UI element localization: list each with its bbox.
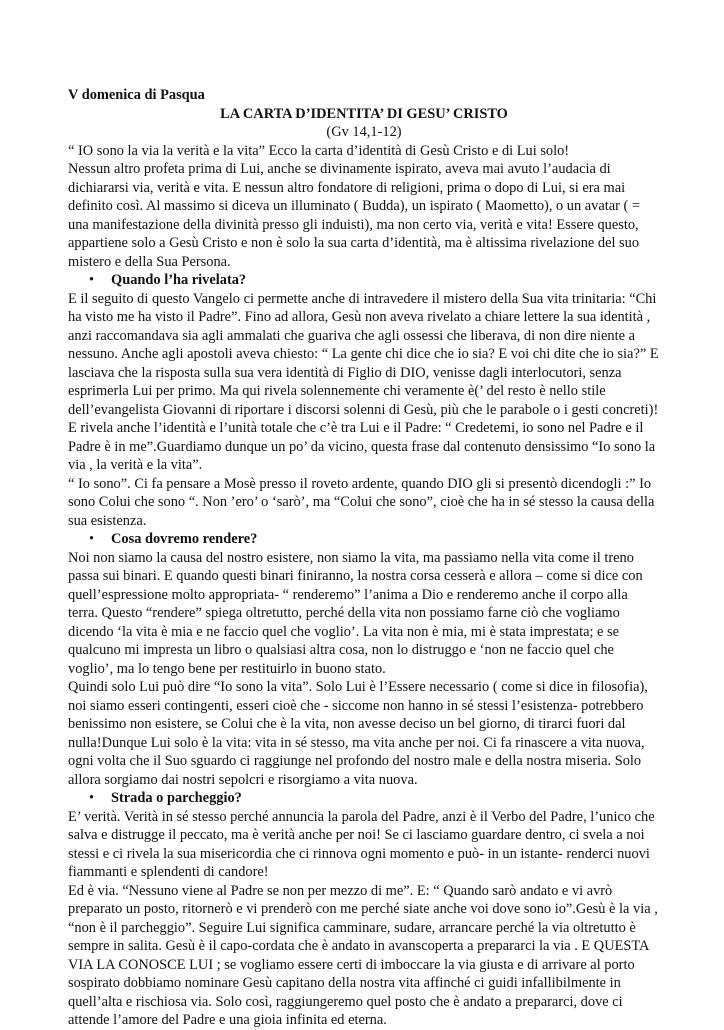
section-heading-label: Strada o parcheggio? <box>111 790 242 806</box>
section-text-1: E il seguito di questo Vangelo ci permette anche di intravedere il mistero della Sua vita trinitaria: “Chi ha visto me ha visto il Padre”. Fino ad allora, Gesù non aveva rivelato a chiare lettere la sua identità , anzi raccomandava sia agli ammalati che guariva che agli ossessi che liberava, di non dire niente a nessuno. Anche agli apostoli aveva chiesto: “ La gente chi dice che io sia? E voi chi dite che io sia?” E lasciava che la risposta sulla sua vera identità di Figlio di DIO, venisse dagli interlocutori, senza esprimerla Lui per primo. Ma qui rivela solennemente chi veramente è(’ del resto è nello stile dell’evangelista Giovanni di riportare i discorsi solenni di Gesù, più che le parabole o i gesti concreti)! E rivela anche l’identità e l’unità totale che c’è tra Lui e il Padre: “ Credetemi, io sono nel Padre e il Padre è in me”.Guardiamo dunque un po’ da vicino, questa frase dal contenuto densissimo “Io sono la via , la verità e la vita”. “ Io sono”. Ci fa pensare a Mosè presso il roveto ardente, quando DIO gli si presentò dicendogli :” Io sono Colui che sono “. Non ’ero’ o ‘sarò’, ma “Colui che sono”, cioè che ha in sé stesso la causa della sua esistenza. <box>68 290 659 529</box>
intro-paragraph: “ IO sono la via la verità e la vita” Ecco la carta d’identità di Gesù Cristo e di Lui solo! Nessun altro profeta prima di Lui, anche se divinamente ispirato, aveva mai avuto l’audacia di dichiararsi via, verità e vita. E nessun altro fondatore di religioni, prima o dopo di Lui, si era mai definito così. Al massimo si diceva un illuminato ( Budda), un ispirato ( Maometto), o un avatar ( = una manifestazione della divinità presso gli induisti), ma non certo via, verità e vita! Essere questo, appartiene solo a Gesù Cristo e non è solo la sua carta d’identità, ma è altissima rivelazione del suo mistero e della Sua Persona. <box>68 142 641 270</box>
document-page <box>68 86 660 1030</box>
bullet-icon <box>89 530 111 549</box>
gospel-reference: (Gv 14,1-12) <box>326 124 402 140</box>
section-heading-label: Quando l’ha rivelata? <box>111 272 247 288</box>
document-title: LA CARTA D’IDENTITA’ DI GESU’ CRISTO <box>220 105 508 122</box>
section-text-3: E’ verità. Verità in sé stesso perché annuncia la parola del Padre, anzi è il Verbo del Padre, l’unico che salva e distrugge il peccato, ma è verità anche per noi! Se ci lasciamo guardare dentro, ci svela a noi stessi e ci rivela la sua misericordia che ci rinnova ogni momento e può- in un istante- renderci nuovi fiammanti e splendenti di candore! Ed è via. “Nessuno viene al Padre se non per mezzo di me”. E: “ Quando sarò andato e vi avrò preparato un posto, ritornerò e vi prenderò con me perché siate anche voi dove sono io”.Gesù è la via , “non è il parcheggio”. Seguire Lui significa camminare, sudare, arrancare perché la via oltretutto è sempre in salita. Gesù è il capo-cordata che è andato in avanscoperta a prepararci la via . E QUESTA VIA LA CONOSCE LUI ; se vogliamo essere certi di imboccare la via giusta e di arrivare al porto sospirato dobbiamo nominare Gesù capitano della nostra vita affinché ci guidi infallibilmente in quell’alta e rischiosa via. Solo così, raggiungeremo quel posto che è andato a prepararci, dove ci attende l’amore del Padre e una gioia infinita ed eterna. <box>68 808 658 1028</box>
section-heading-1 <box>89 271 660 290</box>
occasion-heading: V domenica di Pasqua <box>68 87 205 103</box>
bullet-icon <box>89 789 111 808</box>
section-heading-label: Cosa dovremo rendere? <box>111 531 258 547</box>
section-text-2: Noi non siamo la causa del nostro esistere, non siamo la vita, ma passiamo nella vita come il treno passa sui binari. E quando questi binari finiranno, la nostra corsa cesserà e allora – come si dice con quell’espressione molto appropriata- “ renderemo” l’anima a Dio e renderemo anche il corpo alla terra. Questo “rendere” spiega oltretutto, perché della vita non possiamo farne ciò che vogliamo dicendo ‘la vita è mia e ne faccio quel che voglio’. La vita non è mia, mi è stata imprestata; e se qualcuno mi impresta un libro o qualsiasi altra cosa, non lo distruggo e ‘non ne faccio quel che voglio’, ma lo tengo bene per restituirlo in buono stato. Quindi solo Lui può dire “Io sono la vita”. Solo Lui è l’Essere necessario ( come si dice in filosofia), noi siamo esseri contingenti, esseri cioè che - siccome non hanno in sé stessi l’esistenza- potrebbero benissimo non esistere, se Colui che è la vita, non avesse deciso un bel giorno, di tirarci fuori dal nulla!Dunque Lui solo è la vita: vita in sé stesso, ma vita anche per noi. Ci fa rinascere a vita nuova, ogni volta che il Suo sguardo ci raggiunge nel profondo del nostro male e della nostra miseria. Solo allora sorgiamo dai nostri sepolcri e risorgiamo a vita nuova. <box>68 549 648 788</box>
bullet-icon <box>89 271 111 290</box>
section-heading-3 <box>89 789 660 808</box>
section-heading-2 <box>89 530 660 549</box>
